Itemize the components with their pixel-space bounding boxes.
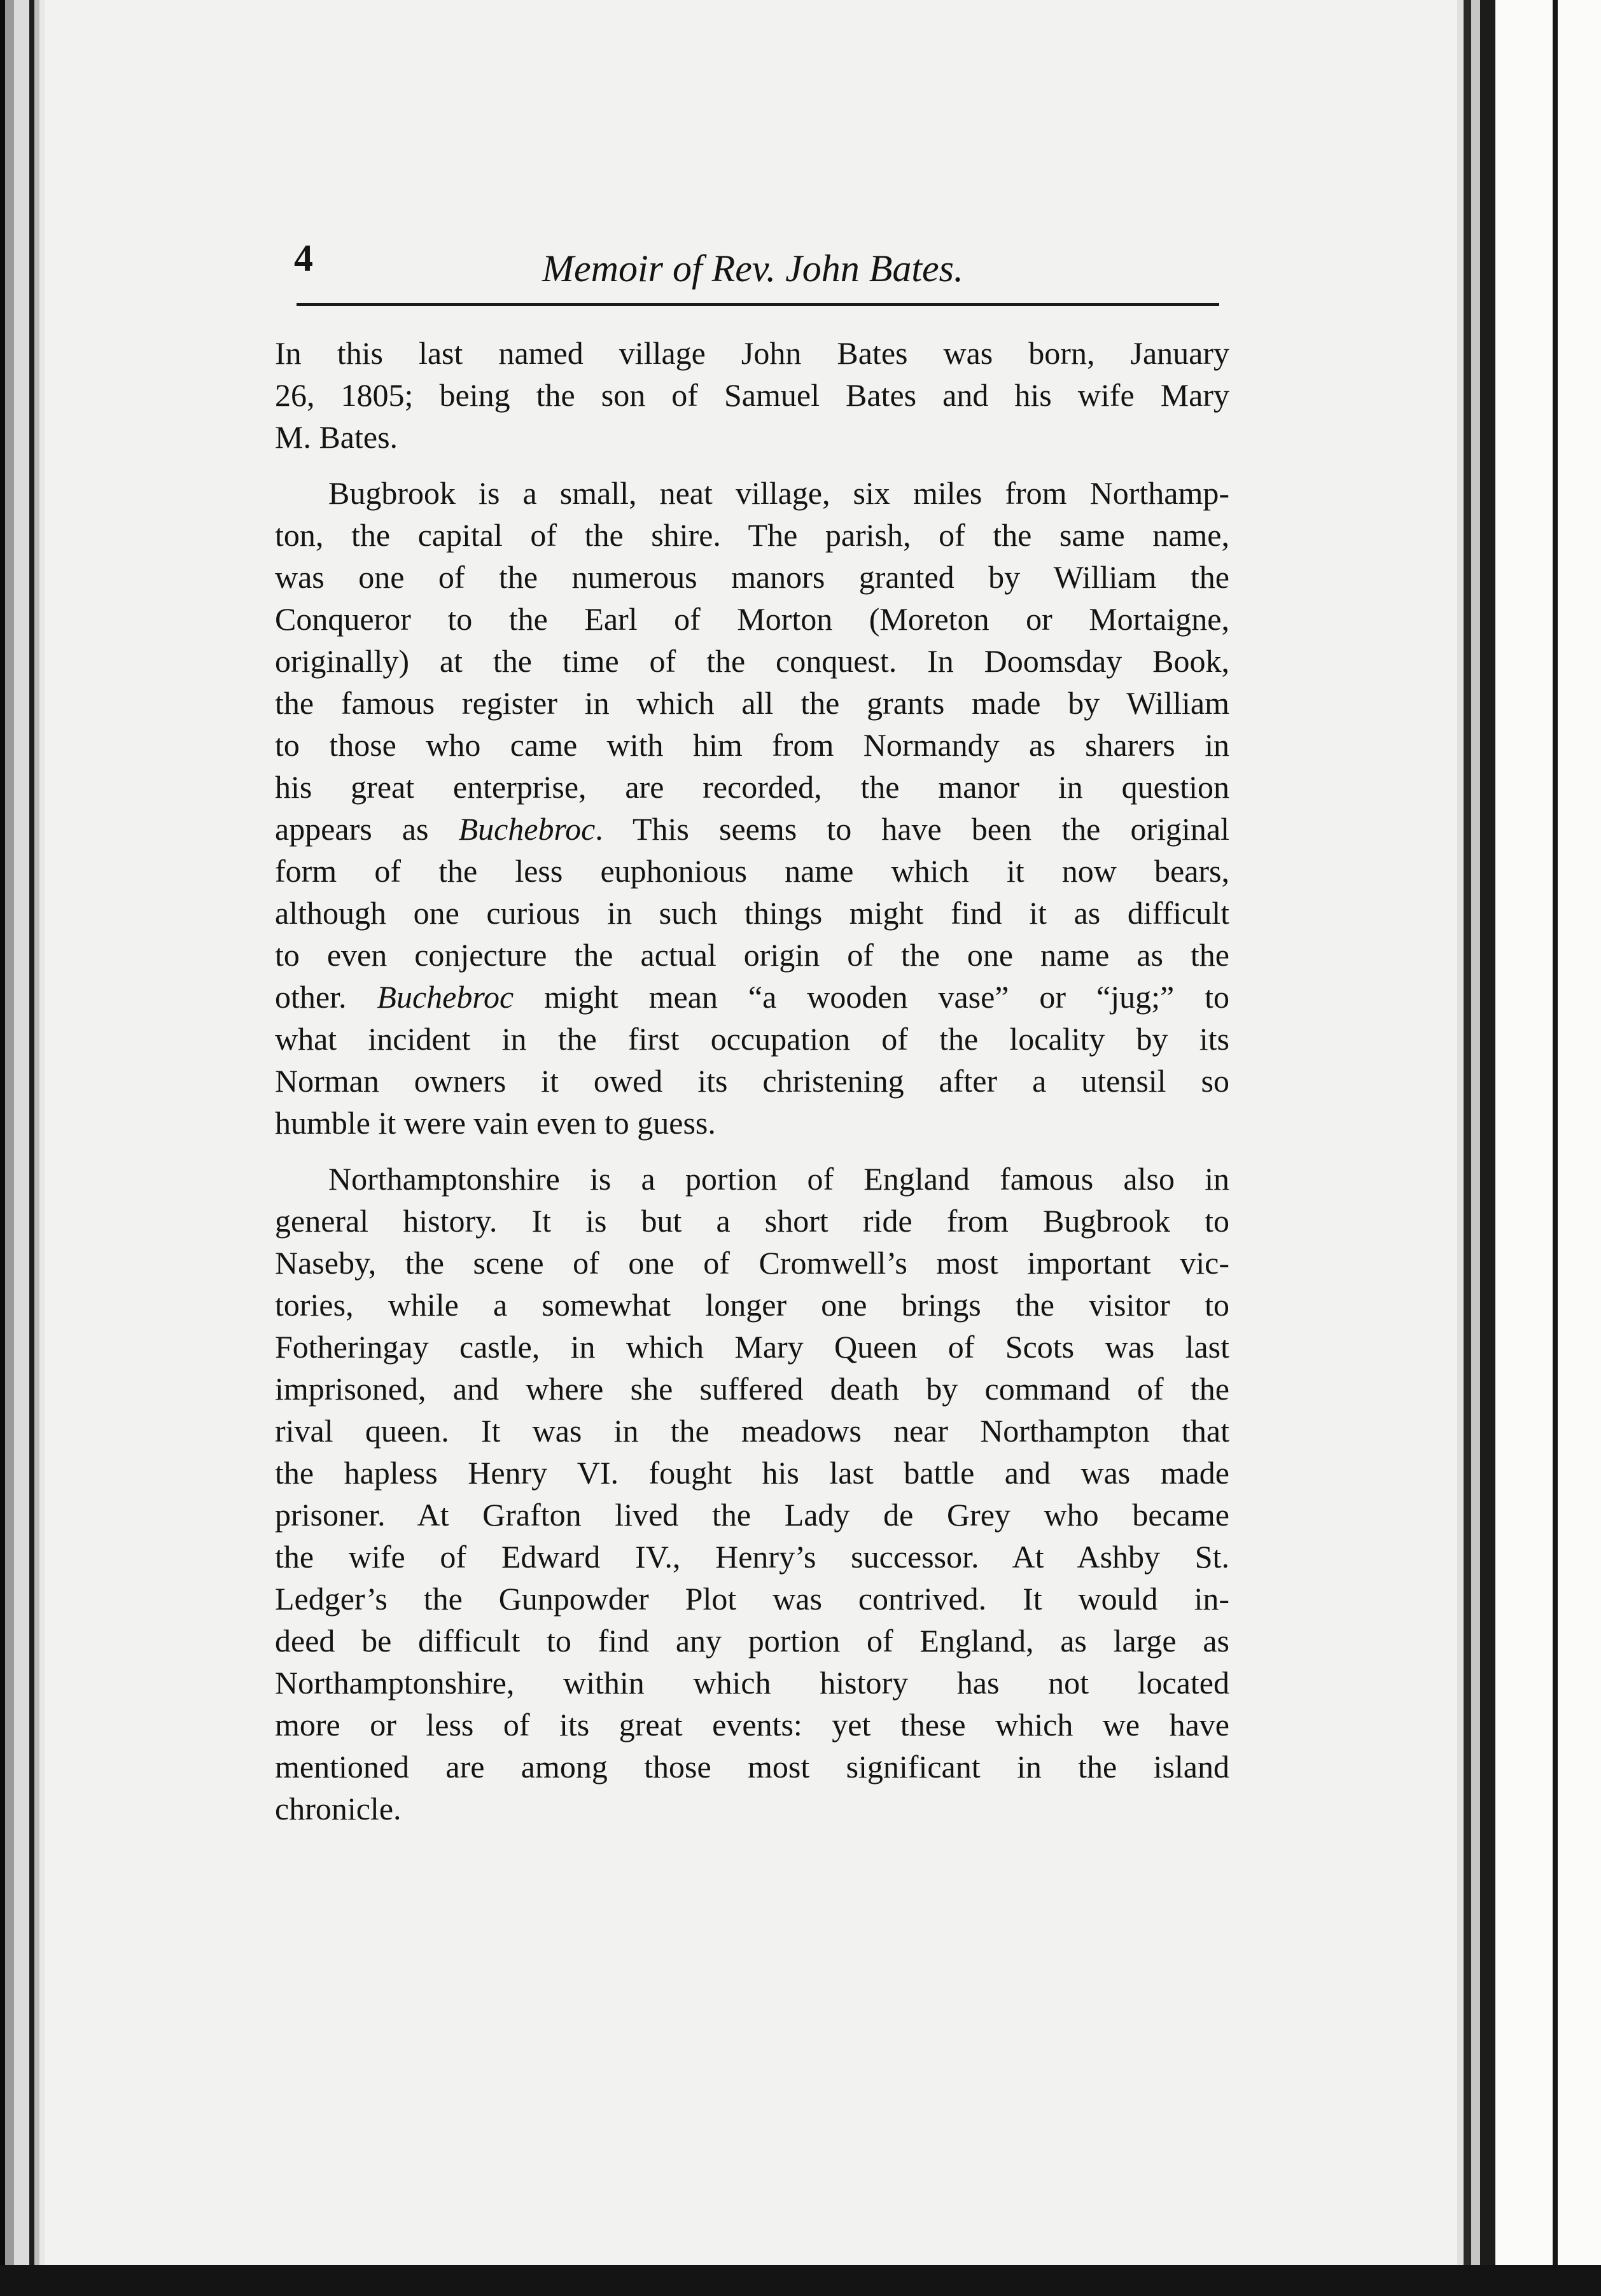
text-line: tories, while a somewhat longer one brings the visitor to bbox=[275, 1287, 1229, 1323]
body-text bbox=[275, 332, 1229, 1830]
text-line: imprisoned, and where she suffered death by command of the bbox=[275, 1371, 1229, 1407]
paragraph-gap bbox=[275, 458, 1229, 472]
text-line: prisoner. At Grafton lived the Lady de Grey who became bbox=[275, 1497, 1229, 1533]
page-number: 4 bbox=[294, 237, 313, 279]
text-line: In this last named village John Bates was born, January bbox=[275, 335, 1229, 371]
text-line: to those who came with him from Normandy as sharers in bbox=[275, 727, 1229, 763]
text-line: chronicle. bbox=[275, 1791, 402, 1826]
text-line: mentioned are among those most significant in the island bbox=[275, 1749, 1229, 1785]
text-line: form of the less euphonious name which it now bears, bbox=[275, 853, 1229, 889]
page-fore-edge-shadow bbox=[1457, 0, 1495, 2296]
adjacent-page-edge bbox=[1553, 0, 1558, 2296]
paragraph bbox=[275, 1158, 1229, 1830]
text-line: more or less of its great events: yet these which we have bbox=[275, 1707, 1229, 1743]
header-rule bbox=[297, 303, 1219, 306]
adjacent-page-strip bbox=[1495, 0, 1601, 2296]
text-line: rival queen. It was in the meadows near Northampton that bbox=[275, 1413, 1229, 1449]
text-line: Norman owners it owed its christening after a utensil so bbox=[275, 1063, 1229, 1099]
text-line: originally) at the time of the conquest. In Doomsday Book, bbox=[275, 643, 1229, 679]
text-line: general history. It is but a short ride from Bugbrook to bbox=[275, 1203, 1229, 1239]
text-line: Naseby, the scene of one of Cromwell’s most important vic- bbox=[275, 1245, 1229, 1281]
text-line: Northamptonshire is a portion of England famous also in bbox=[328, 1161, 1229, 1197]
text-line: Fotheringay castle, in which Mary Queen of Scots was last bbox=[275, 1329, 1229, 1365]
text-line: Bugbrook is a small, neat village, six miles from Northamp- bbox=[328, 475, 1229, 511]
scan-bottom-border bbox=[0, 2265, 1601, 2296]
book-binding-edge bbox=[0, 0, 45, 2296]
italic-term: Buchebroc bbox=[458, 811, 596, 847]
text-line: 26, 1805; being the son of Samuel Bates and his wife Mary bbox=[275, 377, 1229, 413]
italic-term: Buchebroc bbox=[377, 979, 514, 1015]
text-line: was one of the numerous manors granted by William the bbox=[275, 559, 1229, 595]
text-line: his great enterprise, are recorded, the manor in question bbox=[275, 769, 1229, 805]
text-line: Ledger’s the Gunpowder Plot was contrived. It would in- bbox=[275, 1581, 1229, 1617]
text-line: Northamptonshire, within which history has not located bbox=[275, 1665, 1229, 1701]
text-line: the hapless Henry VI. fought his last battle and was made bbox=[275, 1455, 1229, 1491]
text-line: ton, the capital of the shire. The parish, of the same name, bbox=[275, 517, 1229, 553]
text-line: appears as Buchebroc. This seems to have been the original bbox=[275, 811, 1229, 847]
text-line: humble it were vain even to guess. bbox=[275, 1105, 716, 1141]
text-line: the wife of Edward IV., Henry’s successor. At Ashby St. bbox=[275, 1539, 1229, 1575]
text-line: the famous register in which all the grants made by William bbox=[275, 685, 1229, 721]
text-line: what incident in the first occupation of the locality by its bbox=[275, 1021, 1229, 1057]
text-line: deed be difficult to find any portion of England, as large as bbox=[275, 1623, 1229, 1659]
paragraph bbox=[275, 332, 1229, 458]
text-line: although one curious in such things might find it as difficult bbox=[275, 895, 1229, 931]
text-line: other. Buchebroc might mean “a wooden vase” or “jug;” to bbox=[275, 979, 1229, 1015]
paragraph-gap bbox=[275, 1144, 1229, 1158]
paragraph bbox=[275, 472, 1229, 1144]
text-line: Conqueror to the Earl of Morton (Moreton or Mortaigne, bbox=[275, 601, 1229, 637]
text-line: to even conjecture the actual origin of the one name as the bbox=[275, 937, 1229, 973]
text-line: M. Bates. bbox=[275, 419, 398, 455]
running-header: Memoir of Rev. John Bates. bbox=[542, 247, 964, 289]
